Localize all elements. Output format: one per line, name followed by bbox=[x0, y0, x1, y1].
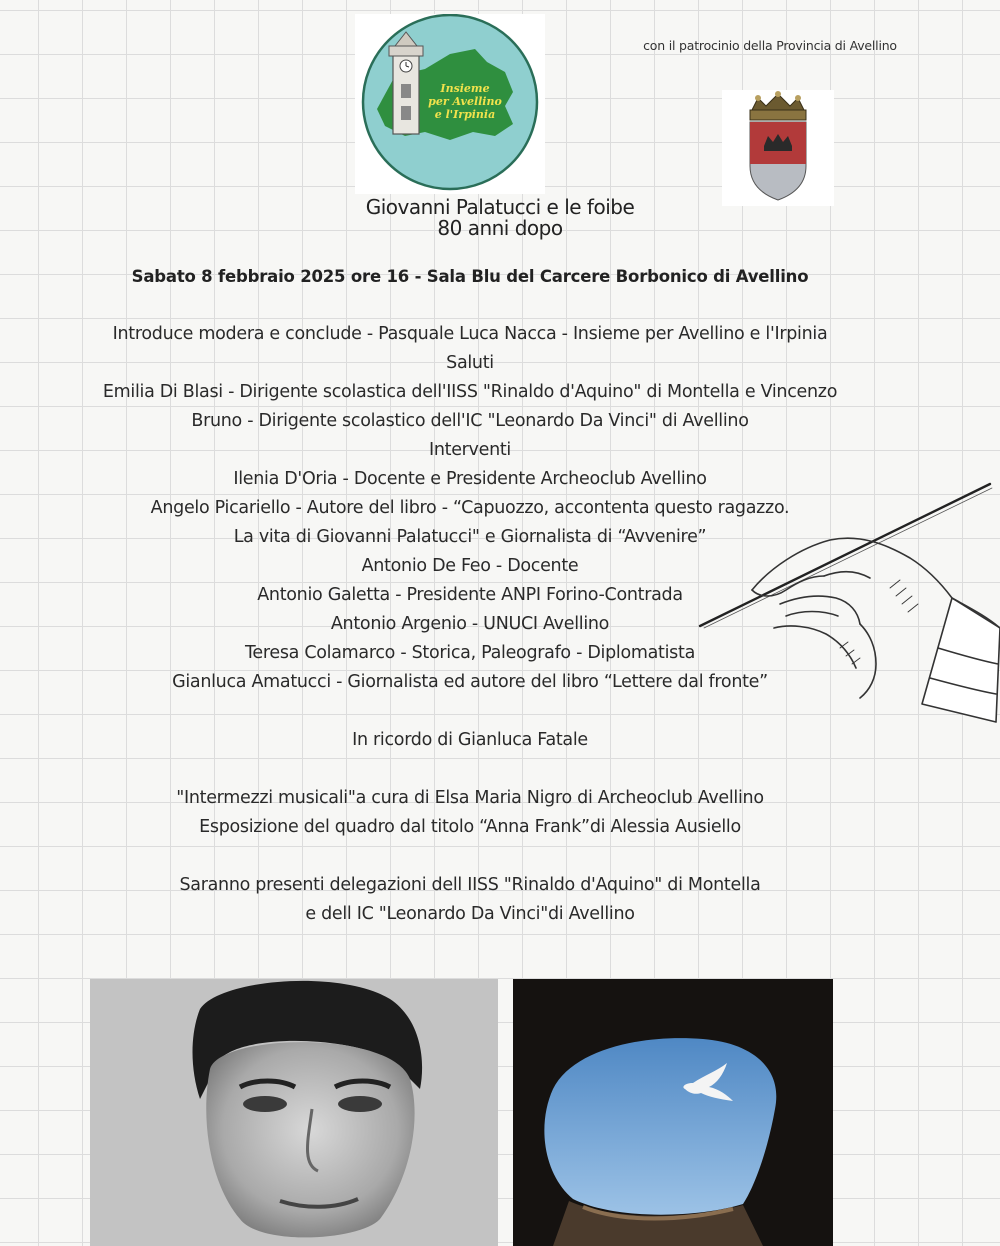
delegations-line-2: e dell IC "Leonardo Da Vinci"di Avellino bbox=[305, 904, 635, 924]
logo-text-line3: e l'Irpinia bbox=[434, 108, 496, 121]
hand-pen-sketch-icon bbox=[690, 478, 1000, 723]
music-line: "Intermezzi musicali"a cura di Elsa Maria Nigro di Archeoclub Avellino bbox=[176, 788, 764, 808]
event-date-location: Sabato 8 febbraio 2025 ore 16 - Sala Blu del Carcere Borbonico di Avellino bbox=[131, 267, 809, 286]
logo-text-line1: Insieme bbox=[440, 82, 490, 95]
patronage-text: con il patrocinio della Provincia di Avellino bbox=[643, 38, 897, 53]
province-crest-icon bbox=[722, 90, 834, 206]
portrait-photo bbox=[90, 979, 498, 1246]
speaker-line: Angelo Picariello - Autore del libro - “Capuozzo, accontenta questo ragazzo. bbox=[150, 498, 790, 518]
foiba-cave-photo bbox=[513, 979, 833, 1246]
program-intro: Introduce modera e conclude - Pasquale Luca Nacca - Insieme per Avellino e l'Irpinia bbox=[112, 324, 828, 344]
speaker-line: Antonio De Feo - Docente bbox=[361, 556, 579, 576]
spacer bbox=[20, 842, 920, 871]
memorial-line: In ricordo di Gianluca Fatale bbox=[352, 730, 588, 750]
saluti-line-2: Bruno - Dirigente scolastico dell'IC "Leonardo Da Vinci" di Avellino bbox=[191, 411, 749, 431]
logo-text-line2: per Avellino bbox=[428, 95, 502, 108]
exhibition-line: Esposizione del quadro dal titolo “Anna Frank”di Alessia Ausiello bbox=[199, 817, 741, 837]
title-line-2: 80 anni dopo bbox=[437, 216, 563, 240]
speaker-line: Antonio Galetta - Presidente ANPI Forino-Contrada bbox=[257, 585, 683, 605]
saluti-heading: Saluti bbox=[446, 353, 494, 373]
spacer bbox=[20, 755, 920, 784]
speaker-line: Antonio Argenio - UNUCI Avellino bbox=[330, 614, 610, 634]
title-line-1: Giovanni Palatucci e le foibe bbox=[365, 195, 635, 219]
speaker-line: Ilenia D'Oria - Docente e Presidente Archeoclub Avellino bbox=[233, 469, 707, 489]
saluti-line-1: Emilia Di Blasi - Dirigente scolastica dell'IISS "Rinaldo d'Aquino" di Montella e Vincenzo bbox=[102, 382, 838, 402]
association-logo bbox=[355, 14, 545, 194]
interventi-heading: Interventi bbox=[428, 440, 511, 460]
speaker-line: La vita di Giovanni Palatucci" e Giornalista di “Avvenire” bbox=[233, 527, 707, 547]
speaker-line: Teresa Colamarco - Storica, Paleografo - Diplomatista bbox=[244, 643, 695, 663]
speaker-line: Gianluca Amatucci - Giornalista ed autore del libro “Lettere dal fronte” bbox=[172, 672, 768, 692]
delegations-line-1: Saranno presenti delegazioni dell IISS "Rinaldo d'Aquino" di Montella bbox=[179, 875, 761, 895]
event-title bbox=[250, 197, 750, 239]
